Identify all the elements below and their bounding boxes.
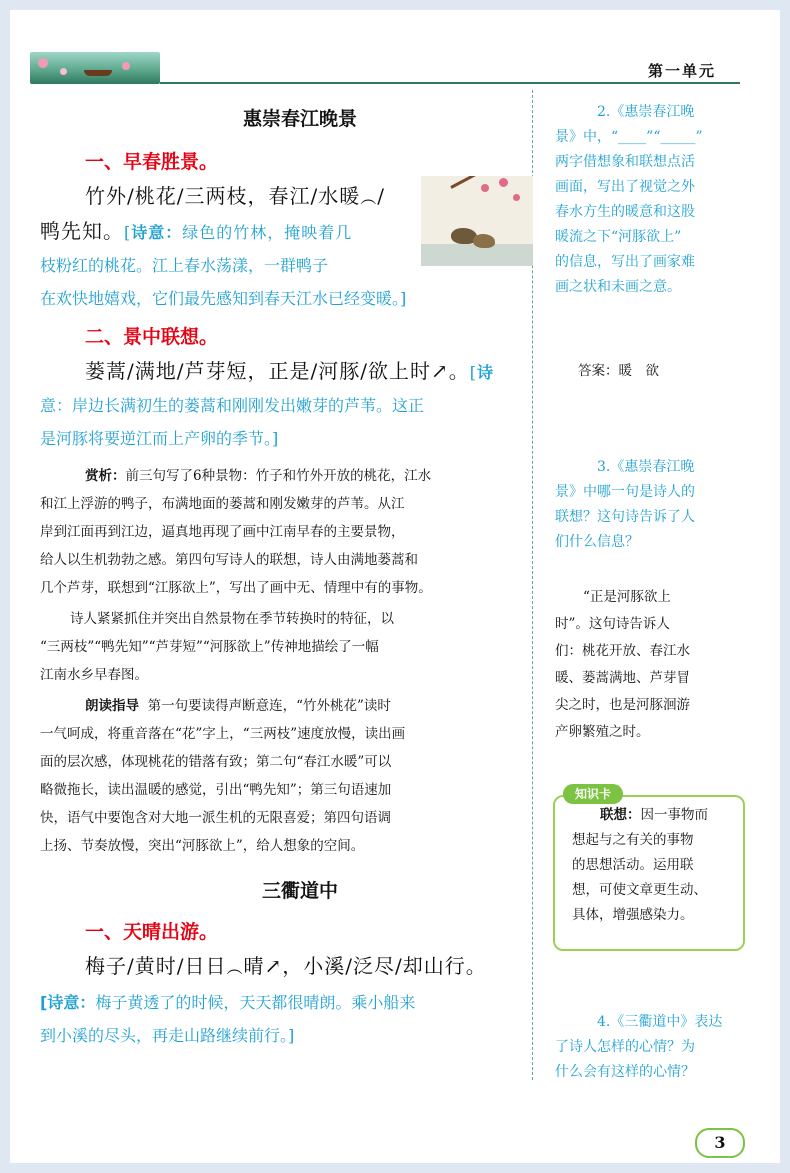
unit-label: 第一单元: [648, 62, 717, 80]
poem1-line3: 蒌蒿/满地/芦芽短，正是/河豚/欲上时↗。[诗: [85, 359, 494, 383]
analysis-line5: 几个芦芽，联想到“江豚欲上”，写出了画中无、情理中有的事物。: [40, 580, 432, 596]
water-area: [421, 244, 533, 266]
reading-guide-line3: 面的层次感，体现桃花的错落有致；第二句“春江水暖”可以: [40, 754, 392, 770]
analysis-line1: [85, 462, 525, 490]
poem1-section2-heading: 二、景中联想。: [85, 326, 219, 348]
a3-line: 们：桃花开放、春江水: [555, 643, 690, 659]
poem1-meaning2-line2: 意：岸边长满初生的蒌蒿和刚刚发出嫩芽的芦苇。这正: [40, 396, 425, 415]
poem1-section1-heading: 一、早春胜景。: [85, 151, 219, 173]
page-number: 3: [695, 1128, 745, 1158]
rising-tone-arrow-icon: ↗: [430, 359, 449, 383]
reading-guide-line6: 上扬、节奏放慢，突出“河豚欲上”，给人想象的空间。: [40, 838, 365, 854]
meaning-label: 诗: [476, 363, 494, 382]
reading-guide-line5: 快，语气中要饱含对大地一派生机的无限喜爱；第四句语调: [40, 810, 391, 826]
meaning-label: 诗意：: [131, 223, 183, 242]
a3-line: 时”。这句诗告诉人: [555, 616, 670, 632]
ink-painting-image: [421, 176, 533, 266]
meaning-text: 梅子黄透了的时候，天天都很晴朗。乘小船来: [95, 993, 416, 1012]
blossom-icon: [499, 178, 508, 187]
q2-line: 的信息，写出了画家难: [555, 254, 695, 270]
analysis-line3: 岸到江面再到江边，逼真地再现了画中江南早春的主要景物，: [40, 524, 405, 540]
a3-line: 产卵繁殖之时。: [555, 724, 650, 740]
header-banner-illustration: [30, 52, 160, 84]
a3-line: “正是河豚欲上: [583, 589, 671, 605]
prolong-mark-icon: ︵: [226, 958, 244, 977]
duck-icon: [473, 234, 495, 248]
boat-icon: [84, 70, 112, 76]
poem1-meaning-line3: 在欢快地嬉戏，它们最先感知到春天江水已经变暖。]: [40, 289, 407, 308]
poem2-line1-end: ，小溪/泛尽/却山行。: [282, 954, 487, 978]
sidebar-question2: [555, 100, 740, 300]
poem1-line2-text: 鸭先知。: [40, 219, 124, 243]
sidebar-answer2: 答案：暖 欲: [578, 363, 659, 379]
poem2-section1-heading: 一、天晴出游。: [85, 921, 219, 943]
sidebar-answer3: [555, 584, 740, 746]
q4-line: 4.《三衢道中》表达: [597, 1014, 723, 1030]
prolong-mark-icon: ︵: [360, 188, 378, 207]
poem1-line3-text: 蒌蒿/满地/芦芽短，正是/河豚/欲上时: [85, 359, 431, 383]
q3-line: 们什么信息？: [555, 534, 639, 550]
blossom-icon: [481, 184, 489, 192]
poem1-meaning-line2: 枝粉红的桃花。江上春水荡漾，一群鸭子: [40, 256, 329, 275]
sidebar-question3: [555, 455, 740, 555]
sidebar-question4: [555, 1010, 740, 1085]
poem1-meaning-start: [诗意：绿色的竹林，掩映着几: [124, 223, 353, 242]
analysis-line2: 和江上浮游的鸭子，布满地面的蒌蒿和刚发嫩芽的芦苇。从江: [40, 496, 405, 512]
rising-tone-arrow-icon: ↗: [264, 954, 283, 978]
knowledge-card-text: [572, 803, 734, 928]
card-line: 因一事物而: [640, 807, 708, 823]
reading-guide-line1: [85, 692, 530, 720]
card-line: 具体，增强感染力。: [572, 907, 694, 923]
q2-line: 暖流之下“河豚欲上”: [555, 229, 682, 245]
lotus-flower-icon: [38, 58, 48, 68]
analysis-p2-line2: “三两枝”“鸭先知”“芦芽短”“河豚欲上”传神地描绘了一幅: [40, 639, 379, 655]
card-line: 的思想活动。运用联: [572, 857, 694, 873]
poem2-line1-char: 晴: [243, 954, 265, 978]
poem1-line1-text: 竹外/桃花/三两枝，春江/水暖: [85, 184, 361, 208]
poem1-line1: [85, 181, 385, 213]
q2-line: 2.《惠崇春江晚: [597, 104, 695, 120]
analysis-line4: 给人以生机勃勃之感。第四句写诗人的联想，诗人由满地蒌蒿和: [40, 552, 418, 568]
q2-line: 景》中，“____”“_____”: [555, 129, 703, 145]
q4-line: 什么会有这样的心情？: [555, 1064, 695, 1080]
poem2-title: 三衢道中: [261, 880, 338, 902]
q2-line: 画面，写出了视觉之外: [555, 179, 695, 195]
reading-guide-text: 第一句要读得声断意连，“竹外桃花”读时: [147, 698, 391, 714]
reading-guide-line4: 略微拖长，读出温暖的感觉，引出“鸭先知”；第三句语速加: [40, 782, 392, 798]
knowledge-card-tab: 知识卡: [563, 784, 623, 804]
card-term: 联想：: [600, 807, 641, 823]
analysis-p2-line1: 诗人紧紧抓住并突出自然景物在季节转换时的特征，以: [70, 611, 394, 627]
q4-line: 了诗人怎样的心情？为: [555, 1039, 695, 1055]
analysis-label: 赏析：: [85, 468, 126, 484]
reading-guide-label: 朗读指导: [85, 698, 139, 714]
a3-line: 暖、蒌蒿满地、芦芽冒: [555, 670, 690, 686]
header-rule: [160, 82, 740, 84]
poem2-meaning-line2: 到小溪的尽头，再走山路继续前行。]: [40, 1026, 295, 1045]
q2-line: 两字借想象和联想点活: [555, 154, 695, 170]
poem2-meaning-line1: [40, 990, 535, 1016]
meaning-label: [诗意：: [40, 993, 96, 1012]
poem1-meaning2-line3: 是河豚将要逆江而上产卵的季节。]: [40, 429, 279, 448]
blossom-icon: [513, 194, 520, 201]
slash-mark: /: [377, 184, 385, 208]
poem1-title: 惠崇春江晚景: [242, 108, 357, 130]
q3-line: 3.《惠崇春江晚: [597, 459, 695, 475]
lotus-flower-icon: [122, 62, 130, 70]
q3-line: 联想？这句诗告诉了人: [555, 509, 695, 525]
poem2-line1: [85, 951, 535, 983]
analysis-text: 前三句写了6种景物：竹子和竹外开放的桃花，江水: [125, 468, 432, 484]
card-line: 想，可使文章更生动、: [572, 882, 707, 898]
poem1-meaning2-start: [诗: [469, 363, 494, 382]
q2-line: 画之状和未画之意。: [555, 279, 681, 295]
analysis-p2-line3: 江南水乡早春图。: [40, 667, 148, 683]
reading-guide-line2: 一气呵成，将重音落在“花”字上，“三两枝”速度放慢，读出画: [40, 726, 406, 742]
card-line: 想起与之有关的事物: [572, 832, 694, 848]
q3-line: 景》中哪一句是诗人的: [555, 484, 695, 500]
q2-line: 春水方生的暖意和这股: [555, 204, 695, 220]
lotus-flower-icon: [60, 68, 67, 75]
a3-line: 尖之时，也是河豚洄游: [555, 697, 690, 713]
meaning-text: 绿色的竹林，掩映着几: [182, 223, 353, 242]
poem2-line1-text: 梅子/黄时/日日: [85, 954, 227, 978]
